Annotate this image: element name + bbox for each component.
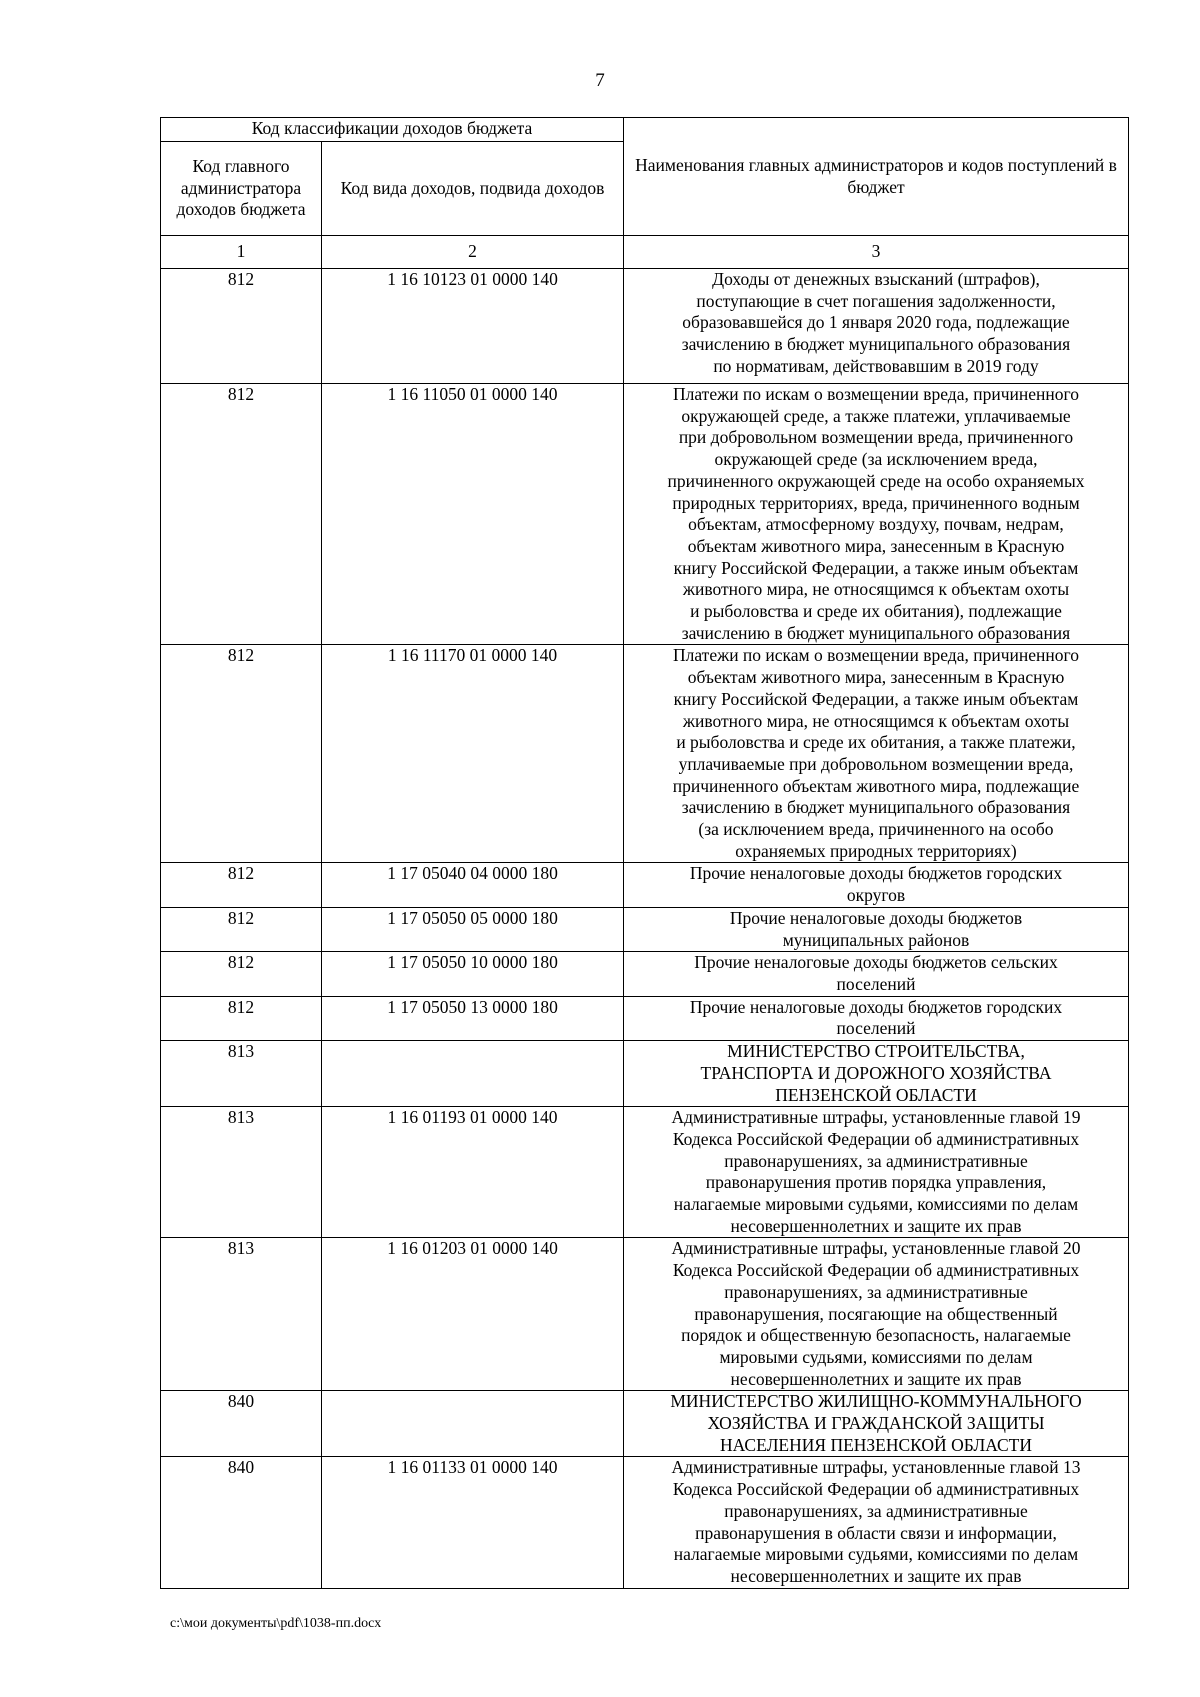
revenue-code: 1 17 05050 05 0000 180 [322,907,624,951]
revenue-name: Доходы от денежных взысканий (штрафов), поступающие в счет погашения задолженности, образовавшейся до 1 января 2020 года, подлежащие зачислению в бюджет муниципального образования по нормативам, действовавшим в 2019 году [624,269,1129,384]
admin-code: 813 [161,1238,322,1391]
revenue-code: 1 16 01133 01 0000 140 [322,1457,624,1588]
footer-file-path: c:\мои документы\pdf\1038-пп.docx [170,1616,382,1631]
table-row [161,1457,1129,1588]
revenue-code [322,1391,624,1457]
administrator-name: МИНИСТЕРСТВО СТРОИТЕЛЬСТВА, ТРАНСПОРТА И ДОРОЖНОГО ХОЗЯЙСТВА ПЕНЗЕНСКОЙ ОБЛАСТИ [624,1041,1129,1107]
revenue-code: 1 16 11050 01 0000 140 [322,384,624,645]
revenue-code: 1 16 01203 01 0000 140 [322,1238,624,1391]
revenue-code: 1 16 01193 01 0000 140 [322,1107,624,1238]
table-row [161,996,1129,1040]
col1-header: Код главного администратора доходов бюджета [161,142,322,236]
col2-header: Код вида доходов, подвида доходов [322,142,624,236]
table-row [161,952,1129,996]
table-row [161,384,1129,645]
table-row [161,863,1129,907]
revenue-code: 1 16 11170 01 0000 140 [322,645,624,863]
admin-code: 812 [161,384,322,645]
revenue-code: 1 17 05050 13 0000 180 [322,996,624,1040]
admin-code: 812 [161,645,322,863]
admin-code: 840 [161,1457,322,1588]
administrator-name: МИНИСТЕРСТВО ЖИЛИЩНО-КОММУНАЛЬНОГО ХОЗЯЙСТВА И ГРАЖДАНСКОЙ ЗАЩИТЫ НАСЕЛЕНИЯ ПЕНЗЕНСКОЙ ОБЛАСТИ [624,1391,1129,1457]
col-number-2: 2 [322,236,624,269]
page-number: 7 [595,70,605,91]
admin-code: 813 [161,1107,322,1238]
col-number-1: 1 [161,236,322,269]
revenue-name: Прочие неналоговые доходы бюджетов городских округов [624,863,1129,907]
table-row [161,1391,1129,1457]
admin-code: 812 [161,952,322,996]
revenue-name: Прочие неналоговые доходы бюджетов сельских поселений [624,952,1129,996]
col3-header: Наименования главных администраторов и кодов поступлений в бюджет [624,118,1129,236]
admin-code: 812 [161,863,322,907]
admin-code: 813 [161,1041,322,1107]
revenue-code: 1 17 05040 04 0000 180 [322,863,624,907]
admin-code: 812 [161,907,322,951]
admin-code: 812 [161,269,322,384]
admin-code: 840 [161,1391,322,1457]
header-group: Код классификации доходов бюджета [161,118,624,142]
revenue-name: Административные штрафы, установленные главой 13 Кодекса Российской Федерации об административных правонарушениях, за административные правонарушения в области связи и информации, налагаемые мировыми судьями, комиссиями по делам несовершеннолетних и защите их прав [624,1457,1129,1588]
revenue-code: 1 17 05050 10 0000 180 [322,952,624,996]
revenue-name: Прочие неналоговые доходы бюджетов городских поселений [624,996,1129,1040]
table-row [161,269,1129,384]
revenue-code [322,1041,624,1107]
revenue-name: Административные штрафы, установленные главой 20 Кодекса Российской Федерации об административных правонарушениях, за административные правонарушения, посягающие на общественный порядок и общественную безопасность, налагаемые мировыми судьями, комиссиями по делам несовершеннолетних и защите их прав [624,1238,1129,1391]
revenue-name: Платежи по искам о возмещении вреда, причиненного окружающей среде, а также платежи, уплачиваемые при добровольном возмещении вреда, причиненного окружающей среде (за исключением вреда, причиненного окружающей среде на особо охраняемых природных территориях, вреда, причиненного водным объектам, атмосферному воздуху, почвам, недрам, объектам животного мира, занесенным в Красную книгу Российской Федерации, а также иным объектам животного мира, не относящимся к объектам охоты и рыболовства и среде их обитания), подлежащие зачислению в бюджет муниципального образования [624,384,1129,645]
revenue-code: 1 16 10123 01 0000 140 [322,269,624,384]
revenue-name: Платежи по искам о возмещении вреда, причиненного объектам животного мира, занесенным в Красную книгу Российской Федерации, а также иным объектам животного мира, не относящимся к объектам охоты и рыболовства и среде их обитания, а также платежи, уплачиваемые при добровольном возмещении вреда, причиненного объектам животного мира, подлежащие зачислению в бюджет муниципального образования (за исключением вреда, причиненного на особо охраняемых природных территориях) [624,645,1129,863]
table-row [161,1107,1129,1238]
table-row [161,1238,1129,1391]
revenue-name: Административные штрафы, установленные главой 19 Кодекса Российской Федерации об административных правонарушениях, за административные правонарушения против порядка управления, налагаемые мировыми судьями, комиссиями по делам несовершеннолетних и защите их прав [624,1107,1129,1238]
admin-code: 812 [161,996,322,1040]
table-row [161,907,1129,951]
table-row [161,1041,1129,1107]
revenue-classification-table [160,117,1129,1589]
table-row [161,645,1129,863]
revenue-name: Прочие неналоговые доходы бюджетов муниципальных районов [624,907,1129,951]
col-number-3: 3 [624,236,1129,269]
